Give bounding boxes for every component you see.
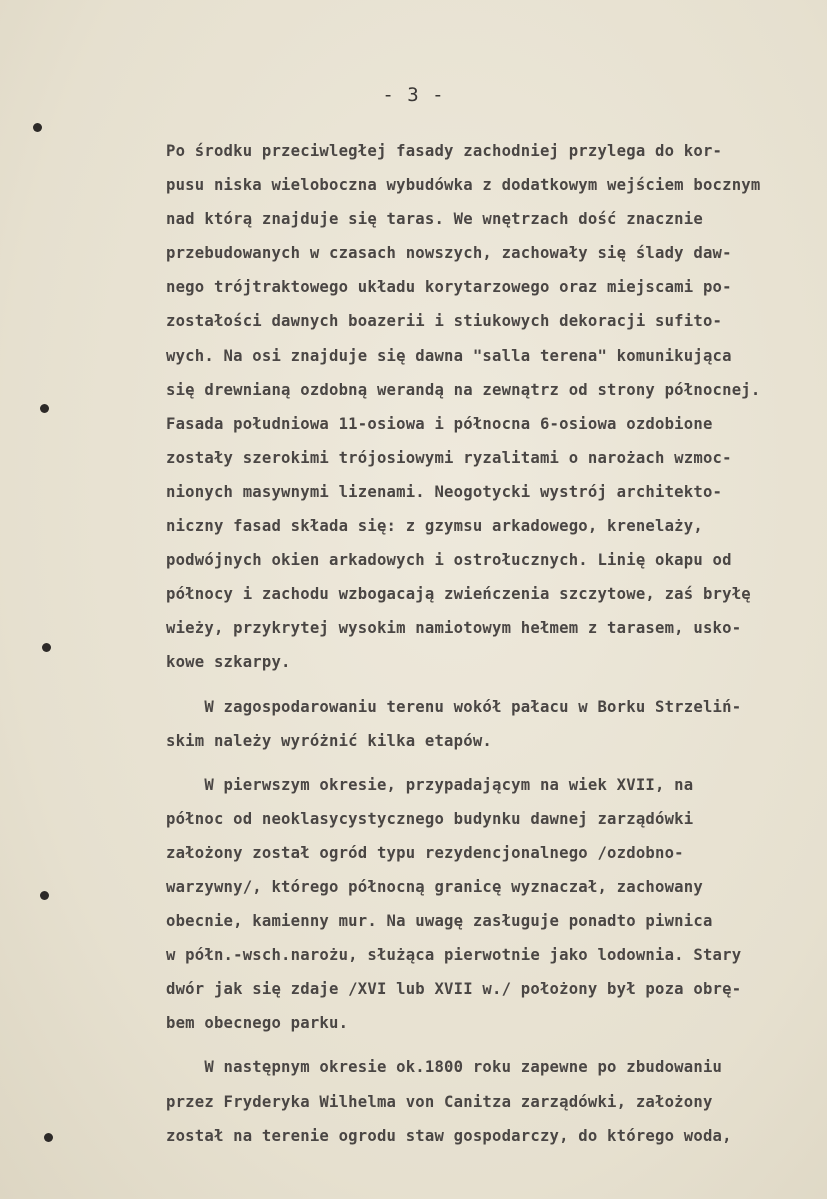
text-line: północ od neoklasycystycznego budynku dawnej zarządówki: [166, 809, 694, 828]
text-line: w półn.-wsch.narożu, służąca pierwotnie jako lodownia. Stary: [166, 946, 742, 965]
text-line: Fasada południowa 11-osiowa i północna 6-osiowa ozdobione: [166, 414, 713, 433]
text-line: założony został ogród typu rezydencjonalnego /ozdobno-: [166, 843, 684, 862]
text-line: wych. Na osi znajduje się dawna "salla terena" komunikująca: [166, 346, 732, 365]
text-line: skim należy wyróżnić kilka etapów.: [166, 731, 492, 750]
text-line: nad którą znajduje się taras. We wnętrzach dość znacznie: [166, 210, 703, 229]
punch-hole-2: [40, 404, 49, 413]
text-line: zostały szerokimi trójosiowymi ryzalitami o narożach wzmoc-: [166, 448, 732, 467]
text-line: obecnie, kamienny mur. Na uwagę zasługuje ponadto piwnica: [166, 912, 713, 931]
text-line: W następnym okresie ok.1800 roku zapewne po zbudowaniu: [166, 1058, 723, 1077]
text-line: nego trójtraktowego układu korytarzowego oraz miejscami po-: [166, 278, 732, 297]
paragraph: [166, 1050, 826, 1152]
text-line: W pierwszym okresie, przypadającym na wiek XVII, na: [166, 775, 694, 794]
text-line: zostałości dawnych boazerii i stiukowych dekoracji sufito-: [166, 312, 723, 331]
text-line: podwójnych okien arkadowych i ostrołucznych. Linię okapu od: [166, 551, 732, 570]
body-text: [166, 134, 826, 1153]
text-line: przez Fryderyka Wilhelma von Canitza zarządówki, założony: [166, 1092, 713, 1111]
text-line: północy i zachodu wzbogacają zwieńczenia szczytowe, zaś bryłę: [166, 585, 751, 604]
text-line: nionych masywnymi lizenami. Neogotycki wystrój architekto-: [166, 482, 723, 501]
text-line: wieży, przykrytej wysokim namiotowym hełmem z tarasem, usko-: [166, 619, 742, 638]
punch-hole-1: [33, 123, 42, 132]
text-line: przebudowanych w czasach nowszych, zachowały się ślady daw-: [166, 244, 732, 263]
text-line: warzywny/, którego północną granicę wyznaczał, zachowany: [166, 877, 703, 896]
punch-hole-3: [42, 643, 51, 652]
text-line: dwór jak się zdaje /XVI lub XVII w./ położony był poza obrę-: [166, 980, 742, 999]
text-line: się drewnianą ozdobną werandą na zewnątrz od strony północnej.: [166, 380, 761, 399]
punch-hole-4: [40, 891, 49, 900]
text-line: niczny fasad składa się: z gzymsu arkadowego, krenelaży,: [166, 517, 703, 536]
punch-hole-5: [44, 1133, 53, 1142]
text-line: W zagospodarowaniu terenu wokół pałacu w Borku Strzeliń-: [166, 697, 742, 716]
paragraph: [166, 134, 826, 680]
text-line: pusu niska wieloboczna wybudówka z dodatkowym wejściem bocznym: [166, 176, 761, 195]
paragraph: [166, 768, 826, 1041]
text-line: bem obecnego parku.: [166, 1014, 349, 1033]
text-line: został na terenie ogrodu staw gospodarczy, do którego woda,: [166, 1126, 732, 1145]
paragraph: [166, 690, 826, 758]
text-line: Po środku przeciwległej fasady zachodniej przylega do kor-: [166, 142, 723, 160]
page-number: - 3 -: [382, 84, 445, 106]
text-line: kowe szkarpy.: [166, 653, 291, 672]
